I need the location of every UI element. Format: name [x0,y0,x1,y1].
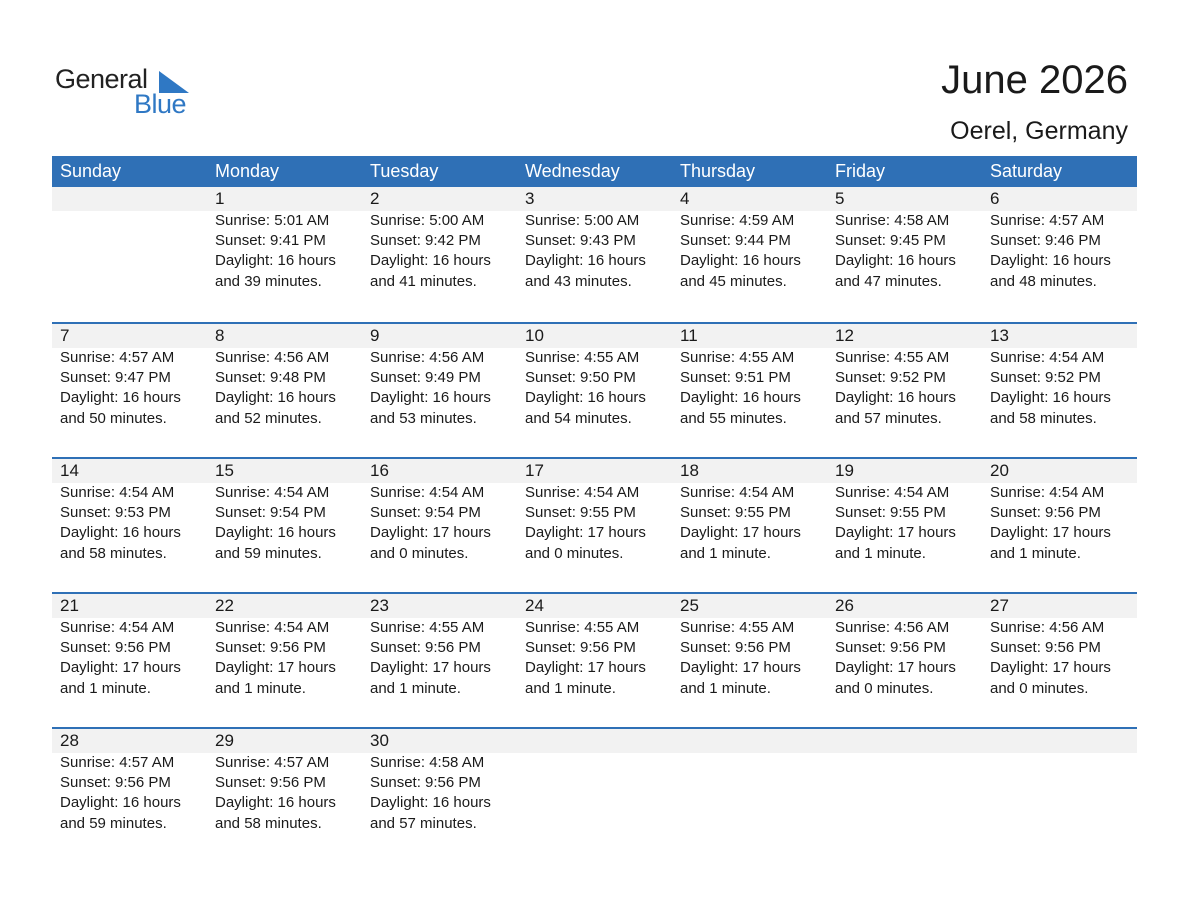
sunrise-text: Sunrise: 5:01 AM [215,212,330,229]
sunset-text: Sunset: 9:54 PM [370,504,481,522]
sunrise-text: Sunrise: 4:56 AM [835,619,950,636]
day-cell [827,187,982,292]
sunrise-text: Sunrise: 4:57 AM [60,754,175,771]
sunset-text: Sunset: 9:56 PM [680,639,791,657]
sunset-text: Sunset: 9:41 PM [215,232,326,250]
day-number: 30 [370,731,389,750]
calendar-week [52,187,1137,322]
day-cell [52,324,207,429]
sunrise-text: Sunrise: 4:54 AM [990,349,1105,366]
day-cell [672,324,827,429]
daylight-minutes-text: and 52 minutes. [215,409,322,427]
sunrise-text: Sunrise: 4:54 AM [60,619,175,636]
daylight-hours-text: Daylight: 16 hours [215,524,336,542]
weekday-wednesday: Wednesday [525,161,620,181]
daylight-minutes-text: and 58 minutes. [60,544,167,562]
day-number: 13 [990,326,1009,345]
logo [55,64,205,120]
daylight-hours-text: Daylight: 16 hours [60,524,181,542]
sunrise-text: Sunrise: 4:54 AM [525,484,640,501]
weekday-tuesday: Tuesday [370,161,439,181]
day-number: 9 [370,326,380,345]
daylight-hours-text: Daylight: 16 hours [370,794,491,812]
day-cell [672,594,827,699]
sunset-text: Sunset: 9:52 PM [990,369,1101,387]
sunset-text: Sunset: 9:55 PM [835,504,946,522]
day-cell [362,459,517,564]
sunset-text: Sunset: 9:50 PM [525,369,636,387]
day-cell [362,187,517,292]
sunrise-text: Sunrise: 4:54 AM [990,484,1105,501]
weekday-saturday: Saturday [990,161,1063,181]
weekday-sunday: Sunday [60,161,122,181]
sunset-text: Sunset: 9:56 PM [215,774,326,792]
day-number: 7 [60,326,70,345]
sunrise-text: Sunrise: 4:58 AM [370,754,485,771]
day-number: 5 [835,189,845,208]
daylight-hours-text: Daylight: 17 hours [680,524,801,542]
day-number: 29 [215,731,234,750]
daylight-minutes-text: and 1 minute. [370,679,461,697]
daylight-hours-text: Daylight: 17 hours [370,524,491,542]
daylight-minutes-text: and 57 minutes. [370,814,477,832]
sunrise-text: Sunrise: 5:00 AM [370,212,485,229]
day-cell [517,459,672,564]
sunrise-text: Sunrise: 5:00 AM [525,212,640,229]
empty-day-cell [672,729,827,834]
sunrise-text: Sunrise: 4:55 AM [680,349,795,366]
sunrise-text: Sunrise: 4:56 AM [215,349,330,366]
sunset-text: Sunset: 9:56 PM [60,774,171,792]
day-number: 21 [60,596,79,615]
sunrise-text: Sunrise: 4:54 AM [215,619,330,636]
sunset-text: Sunset: 9:56 PM [525,639,636,657]
sunset-text: Sunset: 9:47 PM [60,369,171,387]
daylight-minutes-text: and 55 minutes. [680,409,787,427]
day-cell [827,324,982,429]
week-cells [52,324,1137,429]
daylight-hours-text: Daylight: 17 hours [60,659,181,677]
day-number: 16 [370,461,389,480]
daylight-minutes-text: and 57 minutes. [835,409,942,427]
daylight-minutes-text: and 1 minute. [60,679,151,697]
day-number: 11 [680,326,698,345]
sunset-text: Sunset: 9:56 PM [990,504,1101,522]
daylight-minutes-text: and 0 minutes. [990,679,1089,697]
sunrise-text: Sunrise: 4:55 AM [525,619,640,636]
daylight-hours-text: Daylight: 17 hours [990,659,1111,677]
week-cells [52,594,1137,699]
day-cell [517,594,672,699]
daylight-hours-text: Daylight: 16 hours [525,252,646,270]
day-cell [982,324,1137,429]
daylight-hours-text: Daylight: 16 hours [60,794,181,812]
calendar-week [52,322,1137,457]
day-cell [517,187,672,292]
day-number: 1 [215,189,225,208]
daylight-minutes-text: and 59 minutes. [60,814,167,832]
sunrise-text: Sunrise: 4:58 AM [835,212,950,229]
week-cells [52,459,1137,564]
sunrise-text: Sunrise: 4:54 AM [680,484,795,501]
daylight-minutes-text: and 59 minutes. [215,544,322,562]
daylight-hours-text: Daylight: 16 hours [60,389,181,407]
daylight-hours-text: Daylight: 16 hours [215,794,336,812]
daylight-minutes-text: and 58 minutes. [990,409,1097,427]
daylight-hours-text: Daylight: 16 hours [835,389,956,407]
daylight-minutes-text: and 58 minutes. [215,814,322,832]
daylight-hours-text: Daylight: 17 hours [835,524,956,542]
sunrise-text: Sunrise: 4:54 AM [215,484,330,501]
page-title: June 2026 [941,58,1128,102]
day-cell [827,459,982,564]
sunrise-text: Sunrise: 4:56 AM [370,349,485,366]
logo-text-general: General [55,64,148,94]
day-cell [362,594,517,699]
daylight-minutes-text: and 48 minutes. [990,272,1097,290]
day-number: 22 [215,596,234,615]
daylight-hours-text: Daylight: 16 hours [370,389,491,407]
day-number: 8 [215,326,225,345]
daylight-hours-text: Daylight: 16 hours [990,252,1111,270]
day-cell [827,594,982,699]
logo-text-blue: Blue [134,89,187,119]
day-number: 24 [525,596,544,615]
sunrise-text: Sunrise: 4:55 AM [680,619,795,636]
sunset-text: Sunset: 9:56 PM [990,639,1101,657]
daylight-minutes-text: and 39 minutes. [215,272,322,290]
daylight-minutes-text: and 0 minutes. [835,679,934,697]
sunrise-text: Sunrise: 4:55 AM [525,349,640,366]
daylight-hours-text: Daylight: 17 hours [215,659,336,677]
sunset-text: Sunset: 9:56 PM [370,639,481,657]
day-cell [672,187,827,292]
sunrise-text: Sunrise: 4:57 AM [990,212,1105,229]
day-cell [52,459,207,564]
day-number: 12 [835,326,854,345]
sunset-text: Sunset: 9:55 PM [680,504,791,522]
daylight-minutes-text: and 1 minute. [680,544,771,562]
sunset-text: Sunset: 9:45 PM [835,232,946,250]
sunset-text: Sunset: 9:43 PM [525,232,636,250]
day-cell [52,594,207,699]
daylight-minutes-text: and 1 minute. [525,679,616,697]
daylight-hours-text: Daylight: 16 hours [680,389,801,407]
day-cell [362,729,517,834]
day-cell [207,324,362,429]
daylight-minutes-text: and 53 minutes. [370,409,477,427]
calendar-week [52,457,1137,592]
sunset-text: Sunset: 9:56 PM [215,639,326,657]
day-cell [672,459,827,564]
calendar-weeks [52,187,1137,862]
sunrise-text: Sunrise: 4:57 AM [215,754,330,771]
day-cell [362,324,517,429]
weekday-header [52,156,1137,187]
sunset-text: Sunset: 9:48 PM [215,369,326,387]
weekday-thursday: Thursday [680,161,756,181]
location-subtitle: Oerel, Germany [950,117,1128,145]
sunrise-text: Sunrise: 4:59 AM [680,212,795,229]
day-cell [207,729,362,834]
empty-day-cell [827,729,982,834]
day-number: 6 [990,189,1000,208]
day-number: 19 [835,461,854,480]
day-cell [982,459,1137,564]
day-cell [982,594,1137,699]
calendar-week [52,727,1137,862]
daylight-hours-text: Daylight: 17 hours [370,659,491,677]
empty-day-cell [52,187,207,292]
sunrise-text: Sunrise: 4:55 AM [370,619,485,636]
daylight-hours-text: Daylight: 16 hours [215,389,336,407]
daylight-minutes-text: and 50 minutes. [60,409,167,427]
day-number: 4 [680,189,690,208]
sunset-text: Sunset: 9:42 PM [370,232,481,250]
day-cell [207,187,362,292]
daylight-hours-text: Daylight: 17 hours [525,659,646,677]
day-number: 14 [60,461,79,480]
day-cell [207,459,362,564]
day-number: 27 [990,596,1009,615]
daylight-minutes-text: and 1 minute. [680,679,771,697]
daylight-hours-text: Daylight: 16 hours [215,252,336,270]
day-number: 15 [215,461,234,480]
day-number: 3 [525,189,535,208]
sunset-text: Sunset: 9:49 PM [370,369,481,387]
sunset-text: Sunset: 9:46 PM [990,232,1101,250]
day-number: 26 [835,596,854,615]
sunset-text: Sunset: 9:56 PM [60,639,171,657]
day-number: 17 [525,461,544,480]
sunset-text: Sunset: 9:52 PM [835,369,946,387]
day-number: 28 [60,731,79,750]
daylight-hours-text: Daylight: 17 hours [680,659,801,677]
daylight-minutes-text: and 1 minute. [215,679,306,697]
daylight-hours-text: Daylight: 16 hours [680,252,801,270]
day-number: 23 [370,596,389,615]
calendar-week [52,592,1137,727]
week-cells [52,729,1137,834]
daylight-minutes-text: and 41 minutes. [370,272,477,290]
sunrise-text: Sunrise: 4:54 AM [60,484,175,501]
sunrise-text: Sunrise: 4:57 AM [60,349,175,366]
week-cells [52,187,1137,292]
daylight-minutes-text: and 43 minutes. [525,272,632,290]
daylight-hours-text: Daylight: 17 hours [835,659,956,677]
sunset-text: Sunset: 9:53 PM [60,504,171,522]
daylight-hours-text: Daylight: 16 hours [370,252,491,270]
empty-day-cell [517,729,672,834]
daylight-minutes-text: and 0 minutes. [525,544,624,562]
daylight-hours-text: Daylight: 16 hours [525,389,646,407]
sunset-text: Sunset: 9:55 PM [525,504,636,522]
day-number: 18 [680,461,699,480]
day-number: 25 [680,596,699,615]
day-cell [982,187,1137,292]
daylight-minutes-text: and 0 minutes. [370,544,469,562]
day-cell [207,594,362,699]
day-number: 2 [370,189,380,208]
sunrise-text: Sunrise: 4:55 AM [835,349,950,366]
daylight-minutes-text: and 45 minutes. [680,272,787,290]
daylight-minutes-text: and 47 minutes. [835,272,942,290]
empty-day-cell [982,729,1137,834]
day-cell [517,324,672,429]
day-number: 20 [990,461,1009,480]
sunrise-text: Sunrise: 4:56 AM [990,619,1105,636]
weekday-monday: Monday [215,161,280,181]
sunrise-text: Sunrise: 4:54 AM [835,484,950,501]
sunrise-text: Sunrise: 4:54 AM [370,484,485,501]
sunset-text: Sunset: 9:54 PM [215,504,326,522]
weekday-friday: Friday [835,161,886,181]
daylight-minutes-text: and 1 minute. [990,544,1081,562]
daylight-hours-text: Daylight: 16 hours [990,389,1111,407]
sunset-text: Sunset: 9:56 PM [835,639,946,657]
sunset-text: Sunset: 9:56 PM [370,774,481,792]
daylight-hours-text: Daylight: 17 hours [525,524,646,542]
sunset-text: Sunset: 9:51 PM [680,369,791,387]
daylight-minutes-text: and 1 minute. [835,544,926,562]
day-number: 10 [525,326,544,345]
daylight-hours-text: Daylight: 16 hours [835,252,956,270]
sunset-text: Sunset: 9:44 PM [680,232,791,250]
day-cell [52,729,207,834]
daylight-hours-text: Daylight: 17 hours [990,524,1111,542]
daylight-minutes-text: and 54 minutes. [525,409,632,427]
calendar [52,156,1137,862]
